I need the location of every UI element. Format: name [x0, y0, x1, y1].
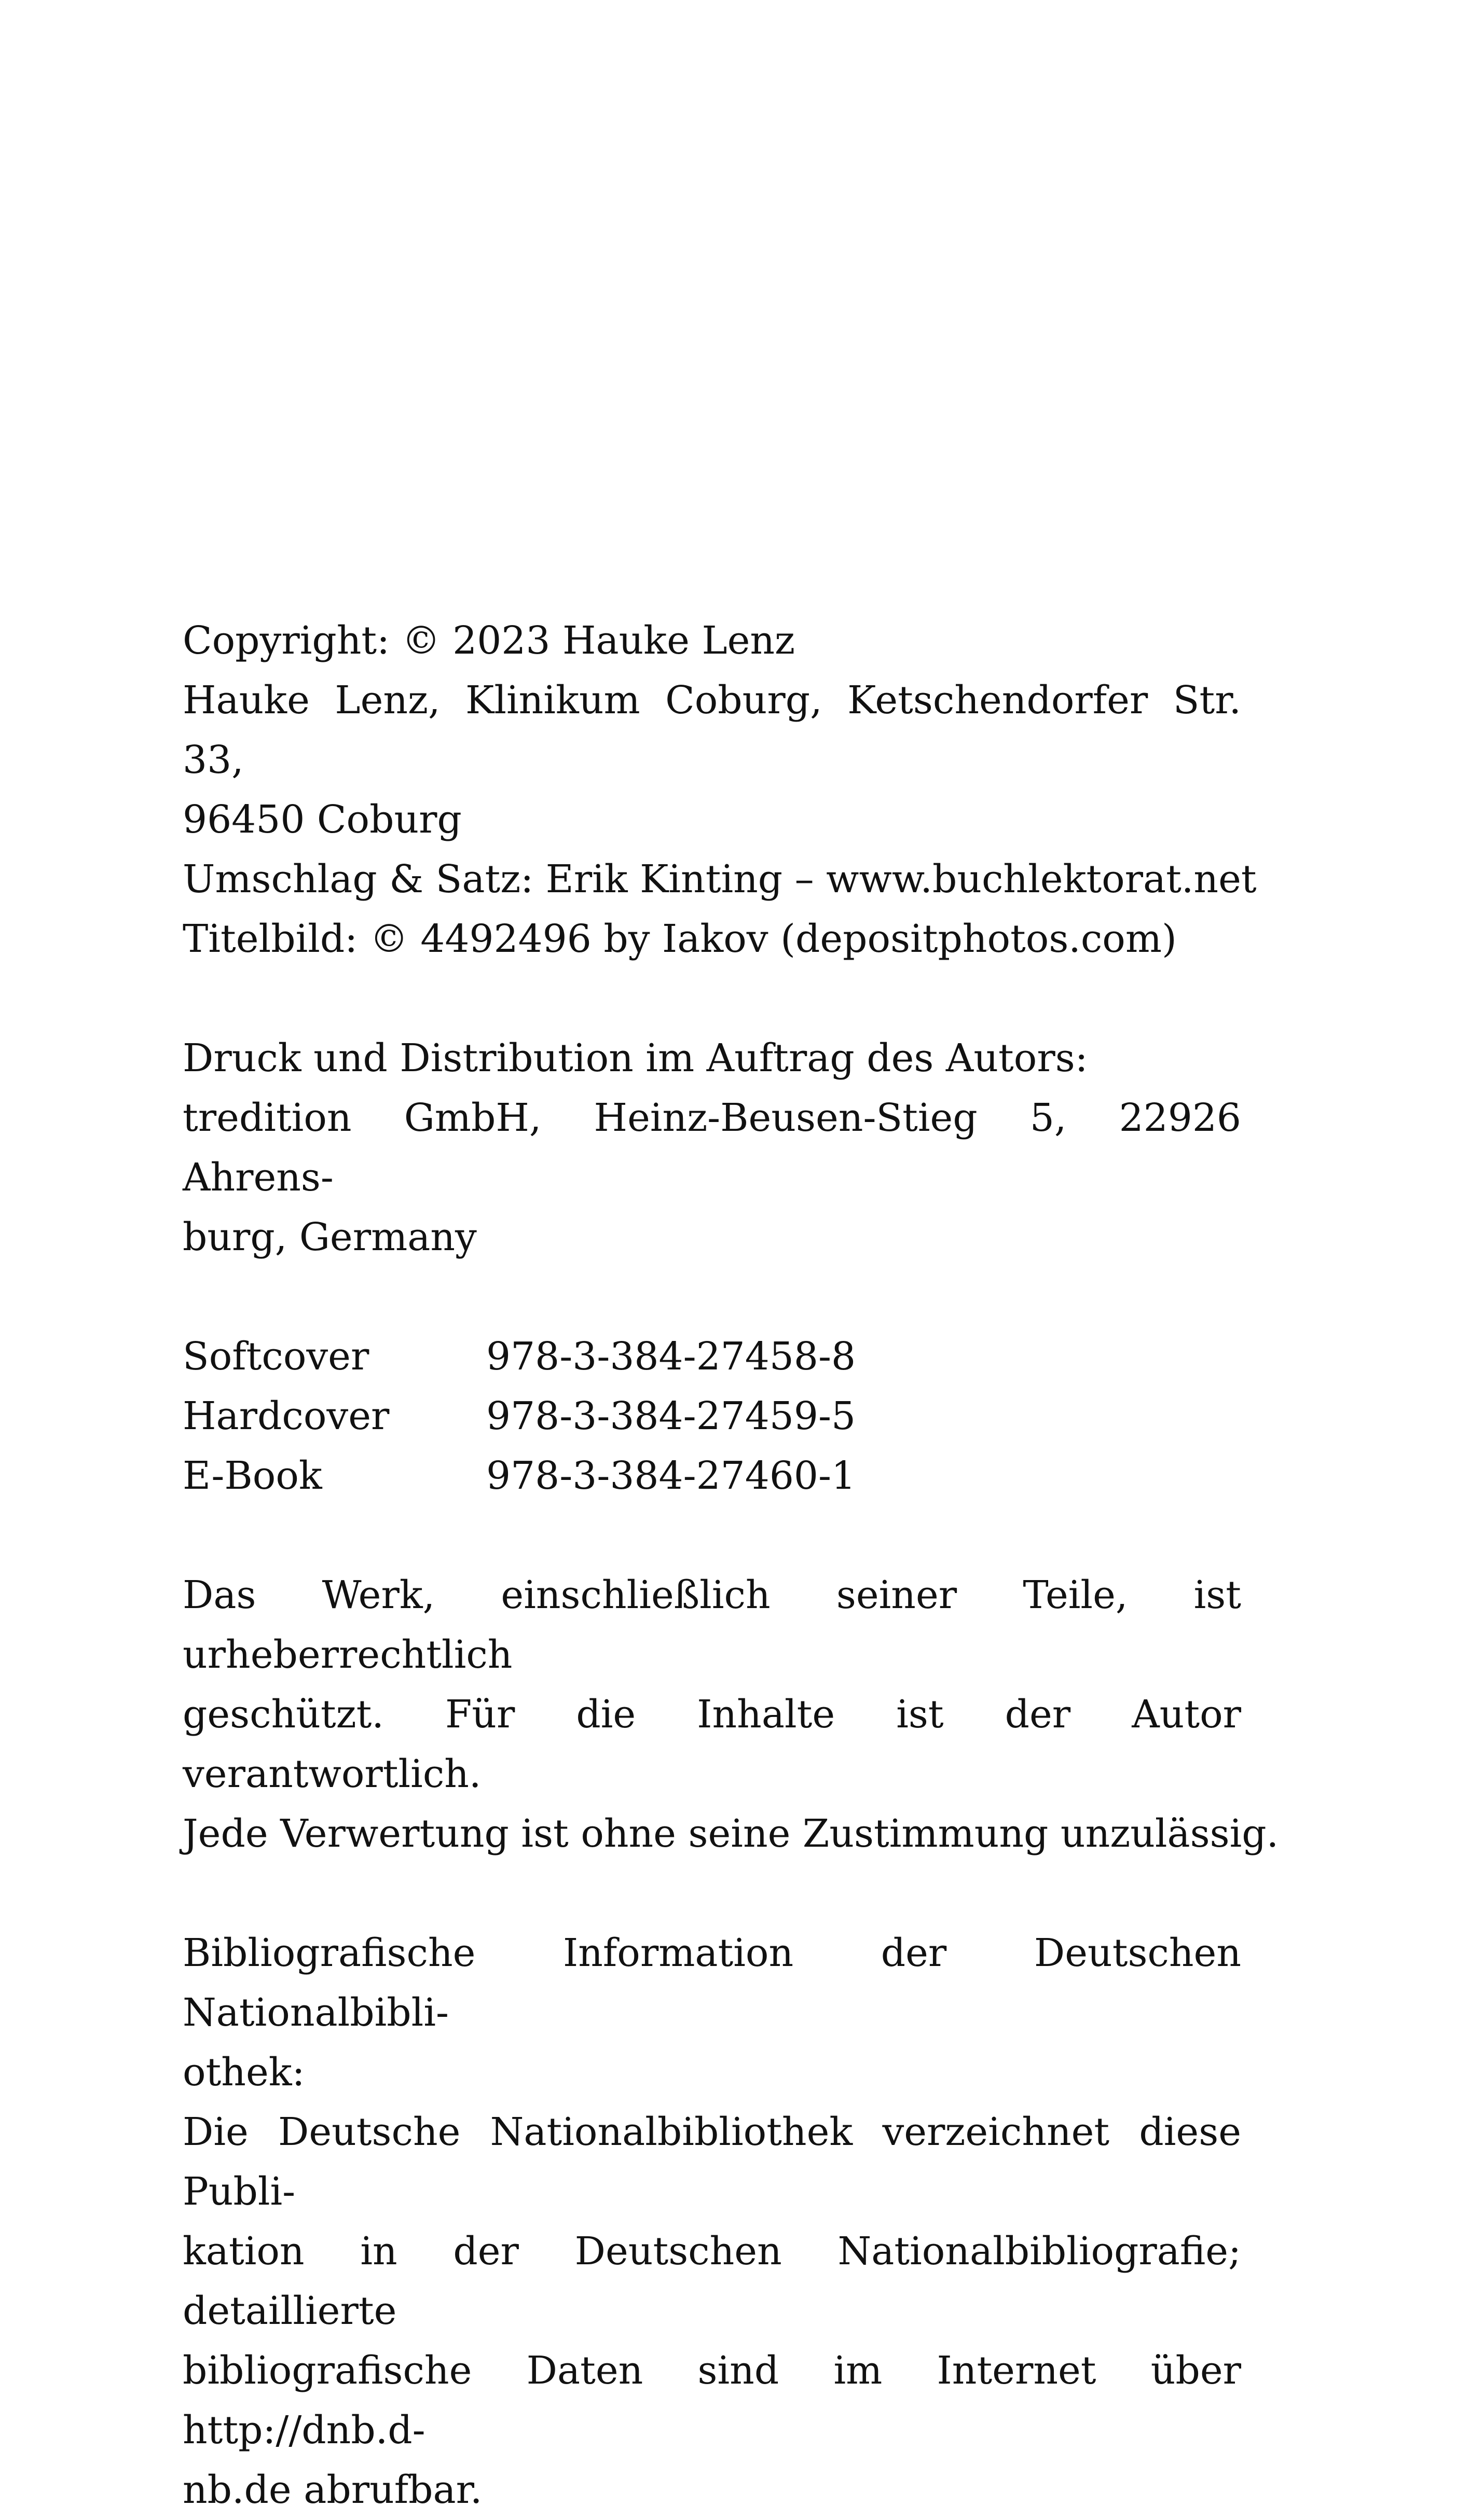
cover-typesetting-credit: Umschlag & Satz: Erik Kinting – www.buchlektorat.net: [183, 857, 1257, 902]
imprint-content: [183, 611, 1279, 2520]
bibliography-line: kation in der Deutschen Nationalbibliografie; detaillierte: [183, 2229, 1241, 2333]
rights-line: Jede Verwertung ist ohne seine Zustimmung unzulässig.: [183, 1811, 1279, 1856]
cover-image-credit: Titelbild: © 4492496 by Iakov (depositphotos.com): [183, 917, 1177, 961]
isbn-number: 978-3-384-27459-5: [486, 1394, 856, 1438]
bibliography-line: nb.de abrufbar.: [183, 2468, 483, 2512]
bibliography-line: Die Deutsche Nationalbibliothek verzeichnet diese Publi-: [183, 2110, 1241, 2214]
publisher-address-line: tredition GmbH, Heinz-Beusen-Stieg 5, 22926 Ahrens-: [183, 1096, 1241, 1200]
isbn-format-label: E-Book: [183, 1453, 322, 1498]
author-city-line: 96450 Coburg: [183, 797, 462, 842]
distribution-heading: Druck und Distribution im Auftrag des Autors:: [183, 1036, 1088, 1081]
spacer: [183, 1506, 1241, 1566]
bibliography-line: Bibliografische Information der Deutschen Nationalbibli-: [183, 1931, 1241, 2035]
isbn-format-label: Softcover: [183, 1334, 369, 1379]
isbn-number: 978-3-384-27458-8: [486, 1334, 856, 1379]
isbn-row: [183, 1446, 1241, 1506]
publisher-country-line: burg, Germany: [183, 1215, 477, 1259]
rights-line: Das Werk, einschließlich seiner Teile, ist urheberrechtlich: [183, 1573, 1241, 1677]
spacer: [183, 1864, 1241, 1923]
isbn-format-label: Hardcover: [183, 1394, 390, 1438]
rights-line: geschützt. Für die Inhalte ist der Autor verantwortlich.: [183, 1692, 1241, 1796]
author-address-line: Hauke Lenz, Klinikum Coburg, Ketschendorfer Str. 33,: [183, 678, 1241, 782]
isbn-row: [183, 1387, 1241, 1446]
isbn-row: [183, 1327, 1241, 1387]
isbn-number: 978-3-384-27460-1: [486, 1453, 856, 1498]
bibliography-line: bibliografische Daten sind im Internet über http://dnb.d-: [183, 2348, 1241, 2453]
bibliography-line: othek:: [183, 2050, 305, 2095]
spacer: [183, 969, 1241, 1029]
copyright-line: Copyright: © 2023 Hauke Lenz: [183, 618, 795, 663]
spacer: [183, 1267, 1241, 1327]
